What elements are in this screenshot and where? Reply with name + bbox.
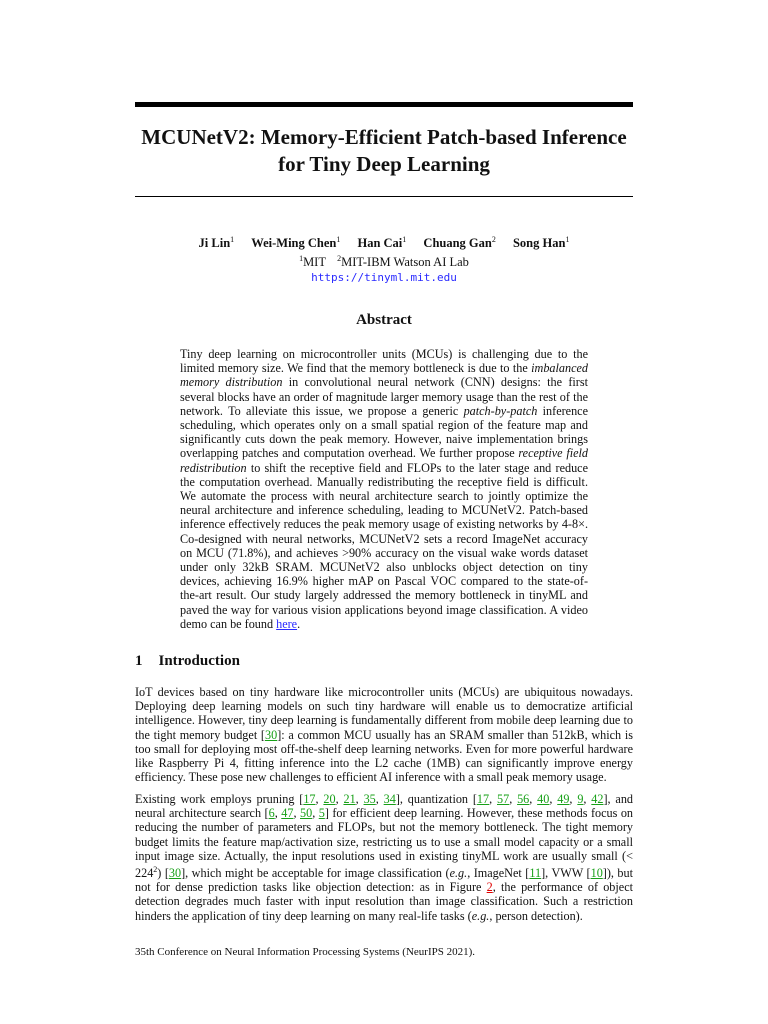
section-number: 1 <box>135 653 143 669</box>
citation-link[interactable]: 30 <box>265 727 278 742</box>
abstract-text: Tiny deep learning on microcontroller units (MCUs) is challenging due to the limited memory size. We find that the memory bottleneck is due to the imbalanced memory distribution in convolutional neural network (CNN) designs: the first several blocks have an order of magnitude larger memory usage than the rest of the network. To alleviate this issue, we propose a generic patch-by-patch inference scheduling, which operates only on a small spatial region of the feature map and significantly cuts down the peak memory. However, naive implementation brings overlapping patches and computation overhead. We further propose receptive field redistribution to shift the receptive field and FLOPs to the later stage and reduce the computation overhead. Manually redistributing the receptive field is difficult. We automate the process with neural architecture search to jointly optimize the neural architecture and inference scheduling, leading to MCUNetV2. Patch-based inference effectively reduces the peak memory usage of existing networks by 4-8×. Co-designed with neural networks, MCUNetV2 sets a record ImageNet accuracy on MCU (71.8%), and achieves >90% accuracy on the visual wake words dataset under only 32kB SRAM. MCUNetV2 also unblocks object detection on tiny devices, achieving 16.9% higher mAP on Pascal VOC compared to the state-of-the-art result. Our study largely addressed the memory bottleneck in tinyML and paved the way for various vision applications beyond image classification. A video demo can be found here. <box>180 347 588 631</box>
citation-link[interactable]: 9 <box>577 792 584 806</box>
title-line-2: for Tiny Deep Learning <box>278 152 490 176</box>
citation-link[interactable]: 49 <box>557 792 570 806</box>
intro-paragraph-1: IoT devices based on tiny hardware like microcontroller units (MCUs) are ubiquitous nowadays. Deploying deep learning models on such tiny hardware will enable us to democratize artificial intelligence. However, tiny deep learning is fundamentally different from mobile deep learning due to the tight memory budget [30]: a common MCU usually has an SRAM smaller than 512kB, which is too small for deploying most off-the-shelf deep learning networks. Even for more powerful hardware like Raspberry Pi 4, fitting inference into the L2 cache (1MB) can significantly improve energy efficiency. These pose new challenges to efficient AI inference with a small peak memory usage. <box>135 685 633 785</box>
citation-link[interactable]: 10 <box>590 866 603 881</box>
citation-link[interactable]: 30 <box>168 866 182 881</box>
section-heading <box>135 653 240 670</box>
citation-link[interactable]: 11 <box>529 866 542 881</box>
citation-link[interactable]: 17 <box>303 792 316 806</box>
citation-link[interactable]: 5 <box>318 806 325 821</box>
citation-link[interactable]: 34 <box>383 792 396 806</box>
figure-reference-link[interactable]: 2 <box>486 880 493 895</box>
citation-group-nas: 6, 47, 50, 5 <box>268 806 325 821</box>
citation-group-pruning: 17, 20, 21, 35, 34 <box>303 792 396 806</box>
author: Wei-Ming Chen$^1$ <box>251 235 341 251</box>
author: Chuang Gan$^2$ <box>423 235 496 251</box>
author: Ji Lin$^1$ <box>198 235 235 251</box>
citation-link[interactable]: 20 <box>323 792 336 806</box>
citation-link[interactable]: 6 <box>268 806 275 821</box>
conference-footer: 35th Conference on Neural Information Processing Systems (NeurIPS 2021). <box>135 946 476 958</box>
author-list <box>120 232 648 251</box>
affiliation: $^1$MIT <box>299 254 326 270</box>
abstract-heading: Abstract <box>356 312 412 328</box>
title-rule-top <box>135 102 633 107</box>
citation-group-quantization: 17, 57, 56, 40, 49, 9, 42 <box>476 792 604 806</box>
paper-title <box>120 124 648 178</box>
project-url-link[interactable]: https://tinyml.mit.edu <box>311 271 457 285</box>
section-title: Introduction <box>158 653 240 669</box>
intro-paragraph-2: Existing work employs pruning [17, 20, 21, 35, 34], quantization [17, 57, 56, 40, 49, 9, 42], and neural architecture search [6, 47, 50, 5] for efficient deep learning. However, these methods focus on reducing the number of parameters and FLOPs, but not the memory bottleneck. The tight memory budget limits the feature map/activation size, restricting us to use a small model capacity or a small input image size. Actually, the input resolutions used in existing tinyML work are usually small (< $224^2$) [30], which might be acceptable for image classification (e.g., ImageNet [11], VWW [10]), but not for dense prediction tasks like objection detection: as in Figure 2, the performance of object detection degrades much faster with input resolution than image classification. Such a restriction hinders the application of tiny deep learning on many real-life tasks (e.g., person detection). <box>135 792 634 923</box>
video-demo-link[interactable]: here <box>276 616 298 631</box>
citation-link[interactable]: 56 <box>517 792 530 806</box>
citation-link[interactable]: 17 <box>476 792 490 806</box>
citation-link[interactable]: 21 <box>343 792 356 806</box>
author: Han Cai$^1$ <box>357 235 407 251</box>
affiliation-list <box>120 251 648 270</box>
title-line-1: MCUNetV2: Memory-Efficient Patch-based Inference <box>141 125 627 149</box>
author: Song Han$^1$ <box>512 235 570 251</box>
title-rule-bottom <box>135 196 633 197</box>
citation-link[interactable]: 57 <box>497 792 510 806</box>
affiliation: $^2$MIT-IBM Watson AI Lab <box>337 254 469 270</box>
citation-link[interactable]: 50 <box>300 806 313 821</box>
citation-link[interactable]: 40 <box>537 792 550 806</box>
citation-link[interactable]: 42 <box>591 792 604 806</box>
author-block <box>120 232 648 285</box>
citation-link[interactable]: 35 <box>363 792 376 806</box>
citation-link[interactable]: 47 <box>281 806 294 821</box>
